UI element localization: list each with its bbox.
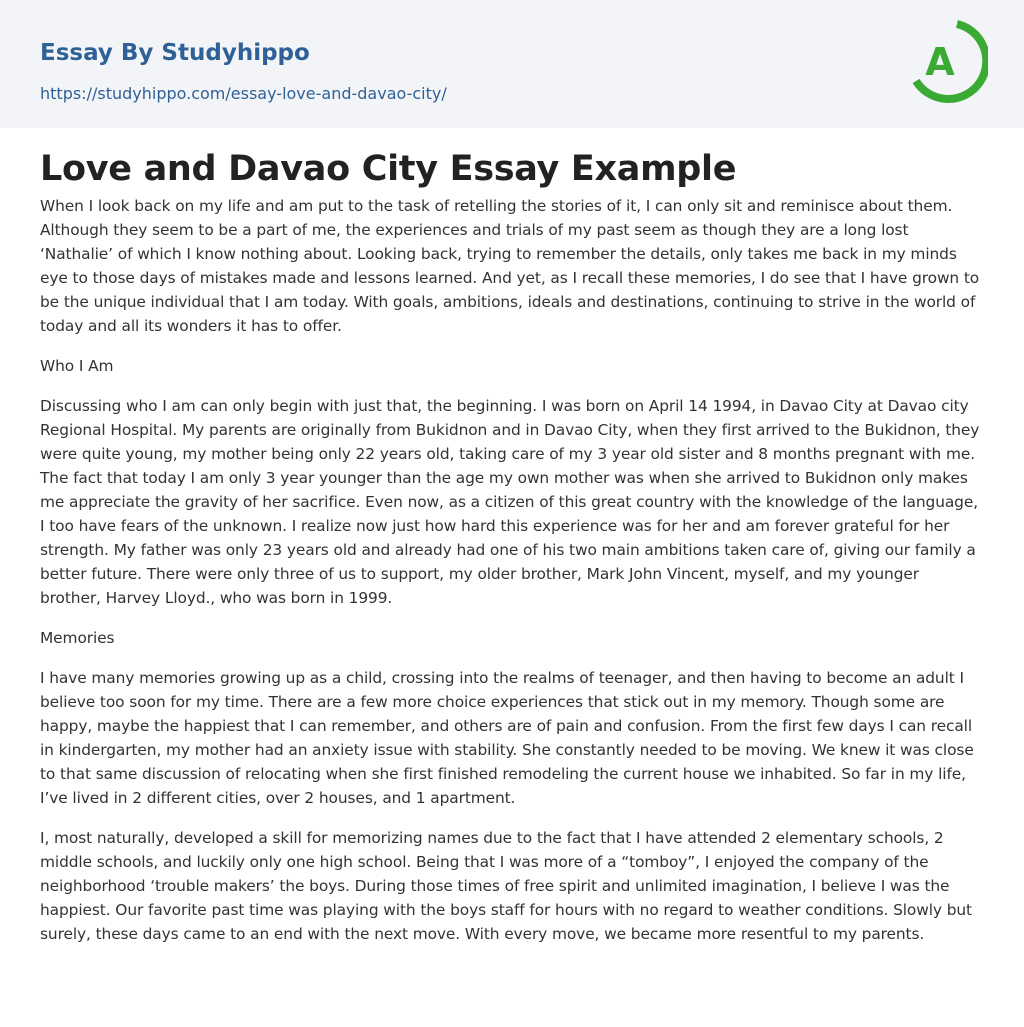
source-url-link[interactable]: https://studyhippo.com/essay-love-and-davao-city/ [40, 84, 447, 103]
article-body [0, 128, 1024, 946]
site-header [0, 0, 1024, 128]
studyhippo-logo-icon[interactable] [910, 18, 988, 108]
logo-letter: A [925, 40, 955, 84]
section-heading-memories: Memories [40, 629, 115, 647]
section-heading-who-i-am: Who I Am [40, 357, 114, 375]
body-paragraph: I have many memories growing up as a child, crossing into the realms of teenager, and then having to become an adult I believe too soon for my time. There are a few more choice experiences that stick out in my memory. Though some are happy, maybe the happiest that I can remember, and others are of pain and confusion. From the first few days I can recall in kindergarten, my mother had an anxiety issue with stability. She constantly needed to be moving. We knew it was close to that same discussion of relocating when she first finished remodeling the current house we inhabited. So far in my life, I’ve lived in 2 different cities, over 2 houses, and 1 apartment. [40, 669, 974, 807]
intro-paragraph: When I look back on my life and am put to the task of retelling the stories of it, I can only sit and reminisce about them. Although they seem to be a part of me, the experiences and trials of my past seem as though they are a long lost ‘Nathalie’ of which I know nothing about. Looking back, trying to remember the details, only takes me back in my minds eye to those days of mistakes made and lessons learned. And yet, as I recall these memories, I do see that I have grown to be the unique individual that I am today. With goals, ambitions, ideals and destinations, continuing to strive in the world of today and all its wonders it has to offer. [40, 197, 980, 335]
body-paragraph: I, most naturally, developed a skill for memorizing names due to the fact that I have attended 2 elementary schools, 2 middle schools, and luckily only one high school. Being that I was more of a “tomboy”, I enjoyed the company of the neighborhood ‘trouble makers’ the boys. During those times of free spirit and unlimited imagination, I believe I was the happiest. Our favorite past time was playing with the boys staff for hours with no regard to weather conditions. Slowly but surely, these days came to an end with the next move. With every move, we became more resentful to my parents. [40, 829, 972, 943]
site-brand[interactable]: Essay By Studyhippo [40, 40, 310, 66]
body-paragraph: Discussing who I am can only begin with just that, the beginning. I was born on April 14 1994, in Davao City at Davao city Regional Hospital. My parents are originally from Bukidnon and in Davao City, when they first arrived to the Bukidnon, they were quite young, my mother being only 22 years old, taking care of my 3 year old sister and 8 months pregnant with me. The fact that today I am only 3 year younger than the age my own mother was when she arrived to Bukidnon only makes me appreciate the gravity of her sacrifice. Even now, as a citizen of this great country with the knowledge of the language, I too have fears of the unknown. I realize now just how hard this experience was for her and am forever grateful for her strength. My father was only 23 years old and already had one of his two main ambitions taken care of, giving our family a better future. There were only three of us to support, my older brother, Mark John Vincent, myself, and my younger brother, Harvey Lloyd., who was born in 1999. [40, 397, 980, 607]
page-title: Love and Davao City Essay Example [40, 149, 737, 189]
